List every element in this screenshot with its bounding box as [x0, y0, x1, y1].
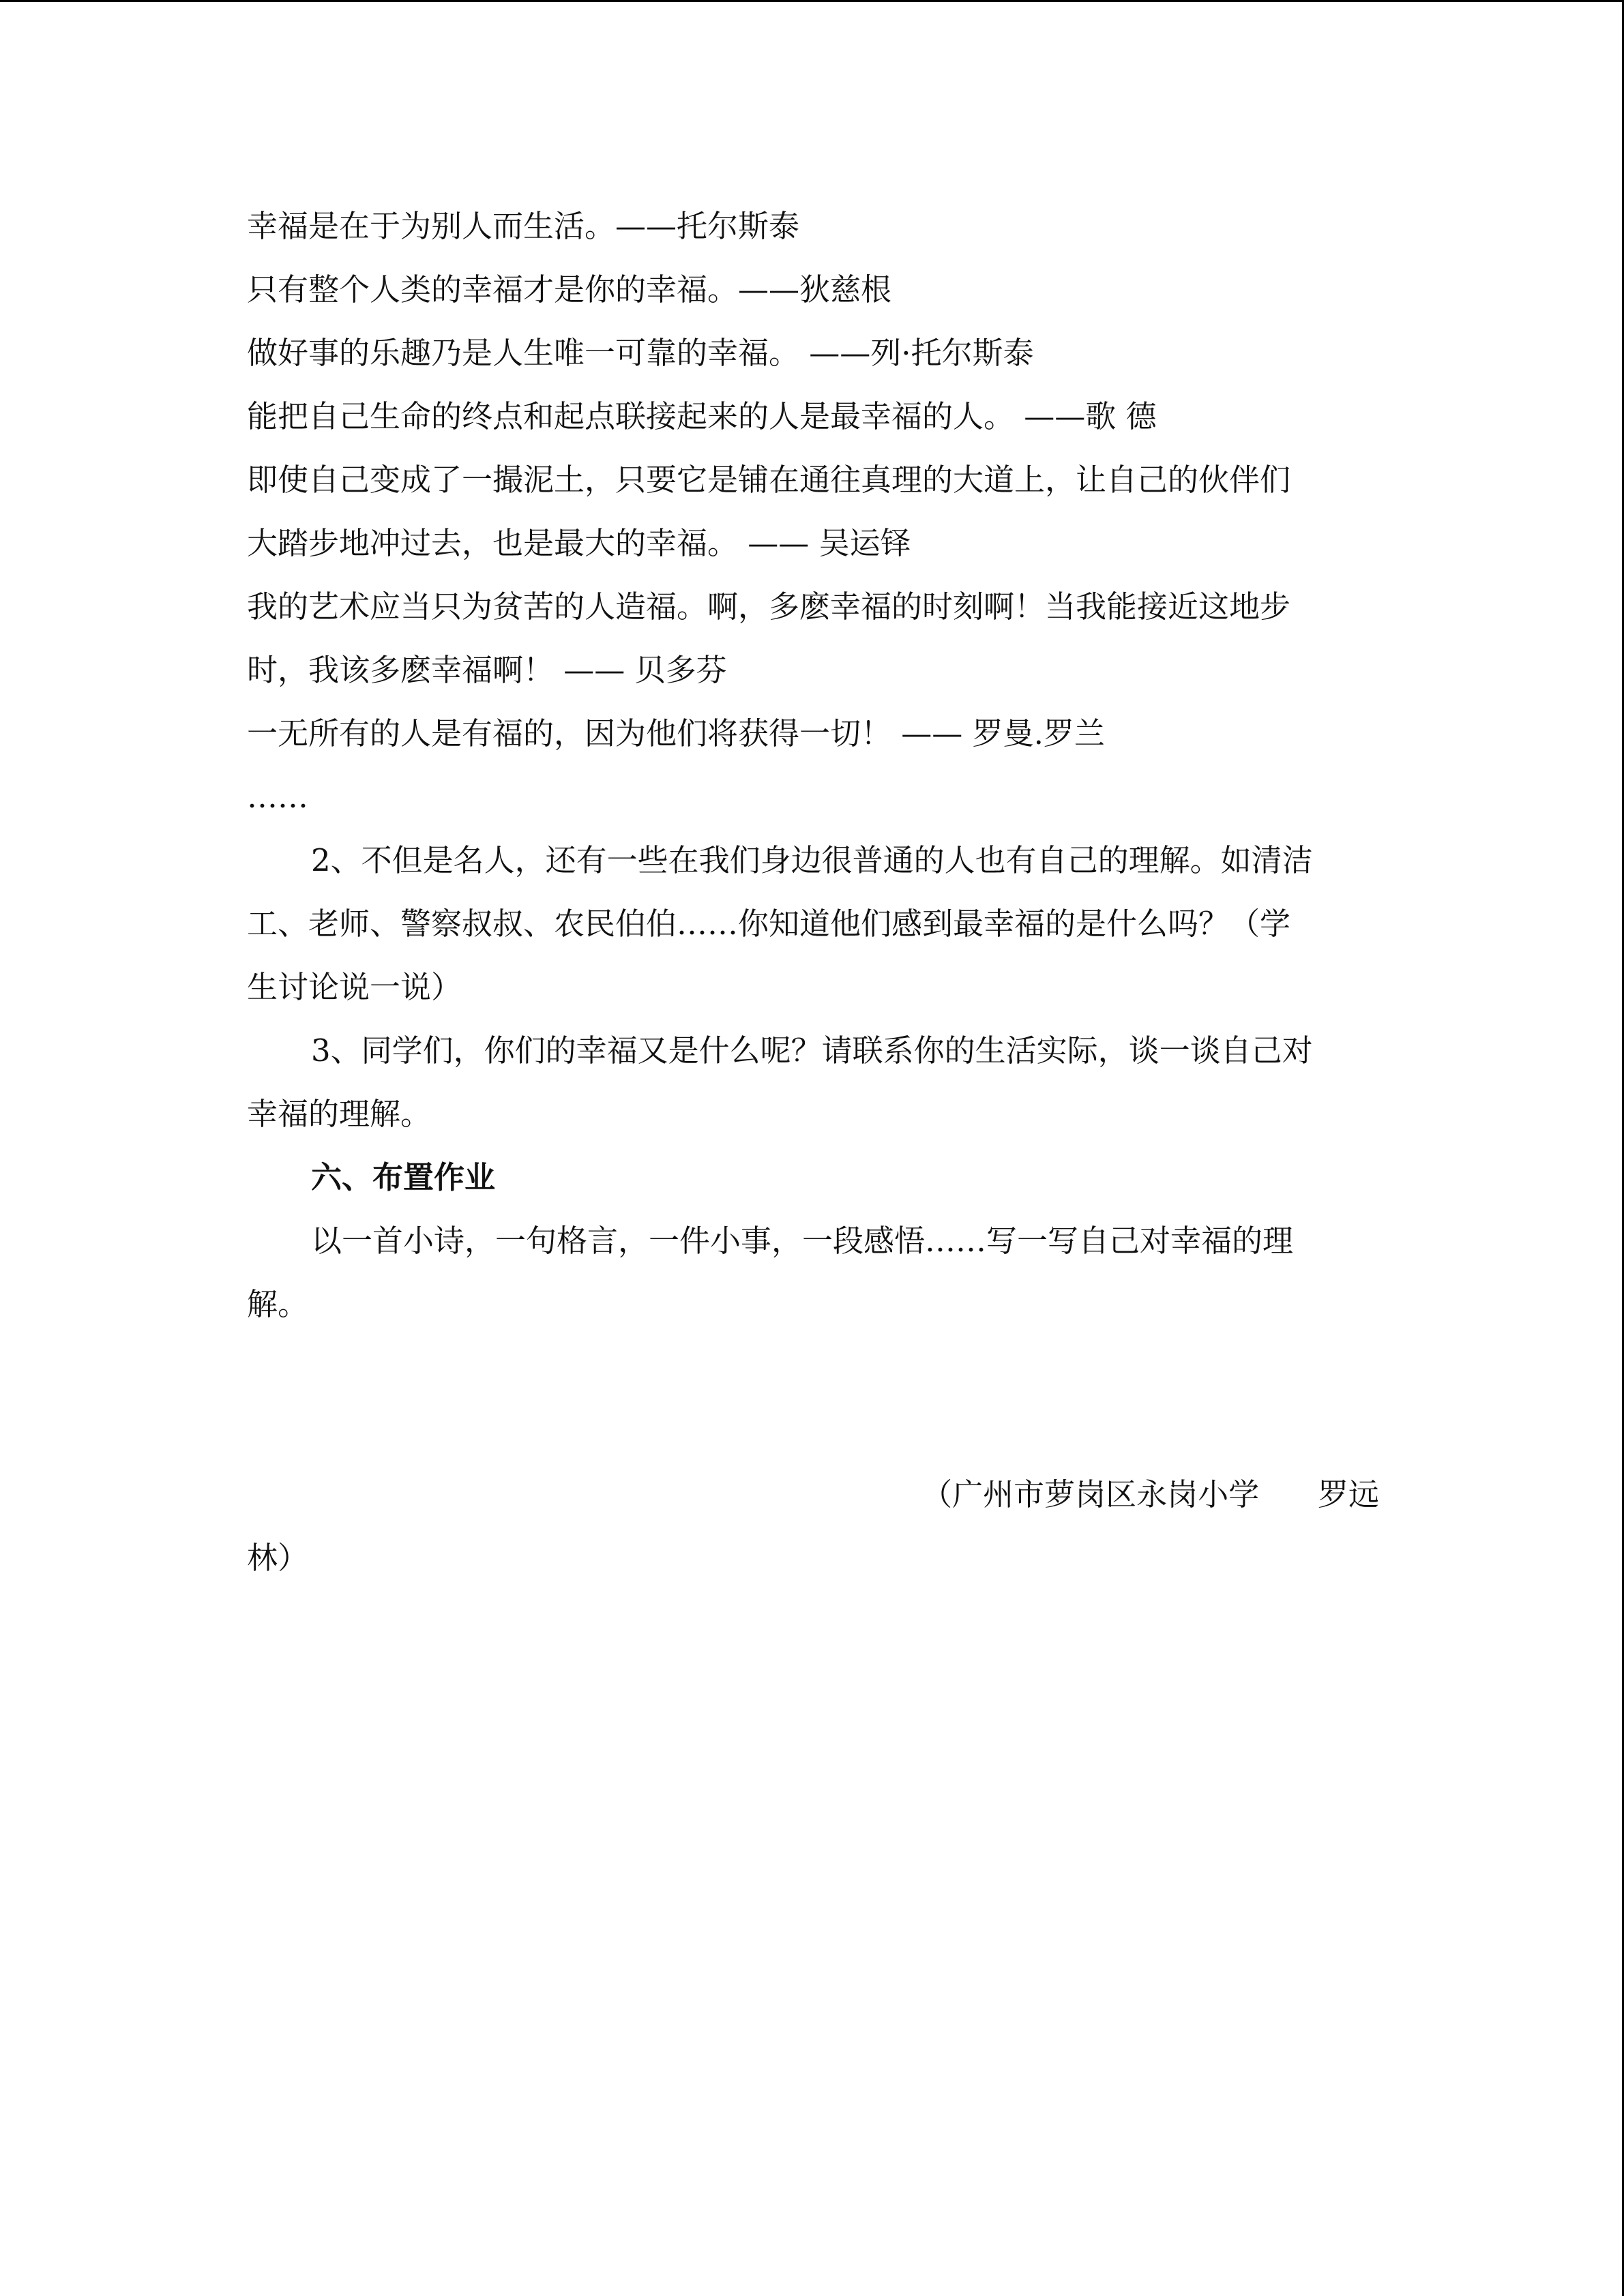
- author-signature: （广州市萝岗区永岗小学 罗远: [921, 1476, 1379, 1512]
- quote-line: 即使自己变成了一撮泥土，只要它是铺在通往真理的大道上，让自己的伙伴们: [247, 462, 1291, 498]
- quote-line: 只有整个人类的幸福才是你的幸福。——狄慈根: [247, 271, 892, 308]
- item-2-line: 工、老师、警察叔叔、农民伯伯……你知道他们感到最幸福的是什么吗？（学: [247, 906, 1291, 942]
- spacer: [247, 1336, 1379, 1463]
- quote-line: 大踏步地冲过去，也是最大的幸福。 —— 吴运铎: [247, 525, 911, 561]
- homework-line: 解。: [247, 1286, 309, 1322]
- quote-line: 做好事的乐趣乃是人生唯一可靠的幸福。 ——列·托尔斯泰: [247, 335, 1034, 371]
- quote-line: 一无所有的人是有福的，因为他们将获得一切！ —— 罗曼.罗兰: [247, 715, 1105, 751]
- page-border-top: [0, 0, 1624, 2]
- section-heading: 六、布置作业: [311, 1159, 496, 1195]
- item-3-line: 3、同学们，你们的幸福又是什么呢？请联系你的生活实际，谈一谈自己对: [311, 1032, 1313, 1069]
- item-2-line: 2、不但是名人，还有一些在我们身边很普通的人也有自己的理解。如清洁: [311, 842, 1313, 878]
- homework-line: 以一首小诗，一句格言，一件小事，一段感悟……写一写自己对幸福的理: [311, 1223, 1294, 1259]
- quote-line: 幸福是在于为别人而生活。——托尔斯泰: [247, 208, 800, 244]
- quote-ellipsis: ……: [247, 779, 308, 815]
- item-3-line: 幸福的理解。: [247, 1096, 432, 1132]
- author-signature-continued: 林）: [247, 1540, 309, 1576]
- item-2-line: 生讨论说一说）: [247, 969, 462, 1005]
- document-body: [247, 194, 1379, 1590]
- quote-line: 能把自己生命的终点和起点联接起来的人是最幸福的人。 ——歌 德: [247, 398, 1157, 434]
- quote-line: 时，我该多麽幸福啊！ —— 贝多芬: [247, 652, 727, 688]
- quote-line: 我的艺术应当只为贫苦的人造福。啊，多麽幸福的时刻啊！当我能接近这地步: [247, 588, 1291, 625]
